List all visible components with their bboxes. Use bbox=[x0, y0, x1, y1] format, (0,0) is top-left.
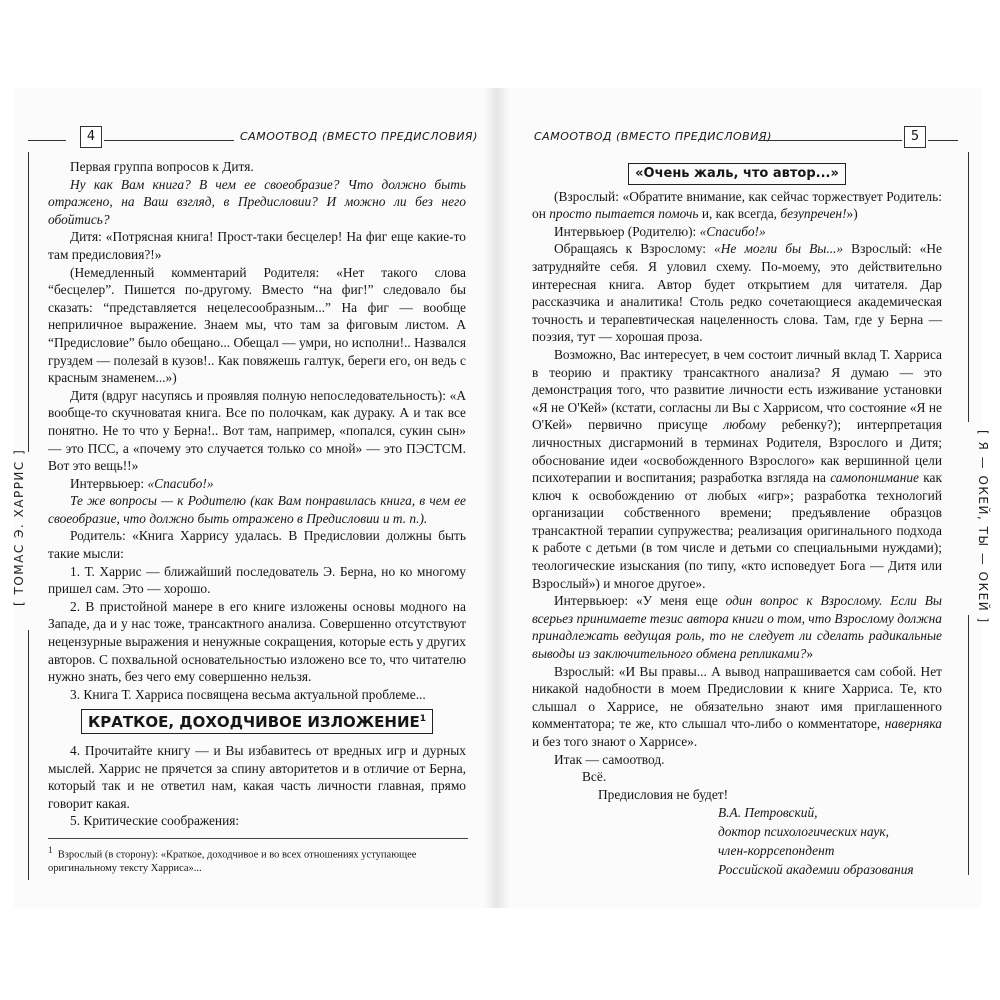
paragraph: (Немедленный комментарий Родителя: «Нет такого слова “бесцелер”. Пишется по-другому. Вместо “на фиг!” следовало бы сказать: “представляется нецелесообразным...” На фиг — вообще неприличное выражение. Знаем мы, что там за фиговым листом. А “Предисловие” было обещано... Обещал — умри, но исполни!.. Назвался груздем — полезай в кузов!.. Как повяжешь галтук, береги его, он ведь с красным знаменем...») bbox=[48, 264, 466, 386]
text-span: и, как всегда, bbox=[698, 206, 781, 222]
right-page-header bbox=[532, 130, 952, 150]
text-span: » bbox=[806, 646, 814, 662]
paragraph: 4. Прочитайте книгу — и Вы избавитесь от вредных игр и дурных мыслей. Харрис не прячется за спину авторитетов и в отличие от Берна, который так и не ответил нам, какая часть личности главная, прямо говорит какая. bbox=[48, 743, 466, 811]
signature-line: доктор психологических наук, bbox=[718, 824, 889, 840]
right-page-body bbox=[532, 160, 942, 879]
paragraph bbox=[532, 592, 942, 662]
footnote-ref: 1 bbox=[419, 714, 427, 725]
paragraph: Те же вопросы — к Родителю (как Вам понравилась книга, в чем ее своеобразие, что должно быть отражено в Предисловии и т. п.). bbox=[48, 493, 466, 526]
text-span: Интервьюер (Родителю): bbox=[554, 223, 700, 239]
right-page-number: 5 bbox=[904, 126, 926, 148]
text-span: ») bbox=[846, 206, 858, 222]
paragraph: Итак — самоотвод. bbox=[554, 751, 665, 767]
paragraph bbox=[532, 346, 942, 592]
text-span: «Не могли бы Вы...» bbox=[714, 241, 844, 257]
footnote-number: 1 bbox=[48, 844, 53, 855]
text-span: наверняка bbox=[884, 716, 942, 732]
text-span: самопонимание bbox=[830, 470, 919, 486]
paragraph bbox=[48, 475, 466, 493]
footnote-text: Взрослый (в сторону): «Краткое, доходчивое и во всех отношениях уступающее оригинальному тексту Харриса»... bbox=[48, 849, 417, 875]
paragraph: Дитя: «Потрясная книга! Прост-таки бесцелер! На фиг еще какие-то там предисловия?!» bbox=[48, 229, 466, 262]
text-span: и без того знают о Харрисе». bbox=[532, 734, 698, 749]
header-rule bbox=[758, 140, 902, 141]
footnote bbox=[48, 838, 468, 877]
boxed-heading-row bbox=[48, 709, 466, 734]
right-margin-rule bbox=[968, 152, 969, 422]
left-running-head: САМООТВОД (ВМЕСТО ПРЕДИСЛОВИЯ) bbox=[240, 130, 478, 143]
text-span: Обращаясь к Взрослому: bbox=[554, 241, 714, 257]
boxed-heading-text: КРАТКОЕ, ДОХОДЧИВОЕ ИЗЛОЖЕНИЕ bbox=[87, 713, 420, 732]
text-span: Возможно, Вас интересует, в чем состоит личный вклад Т. Харриса в теорию и практику трансактного анализа? Я думаю — это демонстрация того, что развитие личности есть изживание установки «Я не О'Кей» (кстати, согласны ли Вы с Харрисом, что состояние «Я не О'Кей» первично присуще bbox=[532, 346, 942, 433]
right-margin-rule bbox=[968, 615, 969, 875]
boxed-quote-row bbox=[532, 163, 942, 185]
signature-line: член-коррсепондент bbox=[718, 843, 835, 859]
right-side-tab: [ Я — ОКЕЙ, ТЫ — ОКЕЙ ] bbox=[976, 430, 990, 624]
paragraph-text: «Спасибо!» bbox=[147, 475, 214, 491]
paragraph: Предисловия не будет! bbox=[598, 786, 729, 802]
paragraph bbox=[532, 240, 942, 346]
paragraph bbox=[532, 188, 942, 223]
text-span: любому bbox=[723, 417, 766, 433]
paragraph-text: Интервьюер: bbox=[70, 475, 148, 491]
book-gutter bbox=[484, 88, 510, 908]
text-span: «Спасибо!» bbox=[699, 223, 766, 239]
text-span: ребенку?); интерпретация личностных дисгармоний в терминах Родителя, Взрослого и Дитя; обоснование идеи «освобожденного Взрослого» как вершинной цели психотерапии и воспитания; разработка взгляда на bbox=[532, 417, 942, 486]
text-span: (Взрослый: «Обратите внимание, как сейчас торжествует Родитель: он bbox=[532, 188, 942, 222]
paragraph: 2. В пристойной манере в его книге изложены основы модного на Западе, да и у нас тоже, трансактного анализа. Совершенно отсутствуют нецензурные выражения и ненужные сокращения, которые есть у других авторов. С похвальной основательностью изложено все то, что читателю нужно знать, без чего ему совершенно нельзя. bbox=[48, 598, 466, 685]
text-span: как ключ к освобождению от любых «игр»; разработка технологий организации собственного времени; предъявление образцов трансактной терапии супружества; реализация оригинального подхода к работе с детьми (в том числе и детьми со специальными нуждами); теологические изыскания (по типу, «кто исповедует Бога — Дитя или Взрослый») и многое другое». bbox=[532, 470, 942, 591]
signature-line: Российской академии образования bbox=[718, 862, 914, 878]
left-page-header bbox=[48, 129, 478, 150]
text-span: Взрослый: «И Вы правы... А вывод напрашивается сам собой. Нет никакой надобности в моем Предисловии к книге Харриса. Те, кто слышал о Харрисе, не обязательно знают имя приглашенного комментатора; те же, кто слышал что-либо о комментаторе, bbox=[532, 663, 942, 732]
header-rule bbox=[928, 140, 958, 141]
header-rule bbox=[28, 140, 66, 141]
paragraph: Ну как Вам книга? В чем ее своеобразие? Что должно быть отражено, на Ваш взгляд, в Предисловии? И можно ли без него обойтись? bbox=[48, 176, 466, 227]
signature-block bbox=[718, 803, 942, 879]
paragraph: Дитя (вдруг насупясь и проявляя полную непоследовательность): «А вообще-то скучноватая книга. Все по полочкам, как дураку. А и так все понятно. Не то что у Берна!.. Вот там, например, «попался, сукин сын» — это ПСС, а «почему это случается только со мной» — это ПЭСТСМ. Вот это вещь!!» bbox=[48, 387, 466, 474]
paragraph bbox=[532, 663, 942, 751]
left-page-number: 4 bbox=[80, 126, 102, 148]
paragraph: 1. Т. Харрис — ближайший последователь Э. Берна, но ко многому пришел сам. Это — хорошо. bbox=[48, 563, 466, 597]
paragraph: 3. Книга Т. Харриса посвящена весьма актуальной проблеме... bbox=[70, 686, 426, 702]
text-span: просто пытается помочь bbox=[549, 206, 699, 222]
signature-line: В.А. Петровский, bbox=[718, 805, 818, 821]
text-span: безупречен! bbox=[780, 206, 847, 222]
left-side-tab: [ ТОМАС Э. ХАРРИС ] bbox=[12, 448, 26, 606]
text-span: Взрослый: «Не затрудняйте себя. Я уловил схему. По-моему, это действительно интересная книга. Автор будет открытием для читателя. Дар рассказчика и аналитика! Столь редко сочетающиеся академическая точность и терапевтическая нацеленность слова. Там, где у Берна — поэзия, тут — хорошая проза. bbox=[532, 241, 942, 345]
text-span: один вопрос к Взрослому. Если Вы всерьез принимаете тезис автора книги о том, что Взрослому должна принадлежать ведущая роль, то не следует ли сделать радикальные выводы из заключительного обмена репликами? bbox=[532, 593, 942, 662]
paragraph: Родитель: «Книга Харрису удалась. В Предисловии должны быть такие мысли: bbox=[48, 528, 466, 562]
left-page-body bbox=[48, 158, 466, 876]
header-rule bbox=[104, 140, 234, 141]
paragraph: Всё. bbox=[582, 769, 607, 785]
boxed-quote: «Очень жаль, что автор...» bbox=[628, 163, 846, 185]
paragraph: 5. Критические соображения: bbox=[70, 813, 240, 829]
paragraph bbox=[532, 223, 942, 241]
paragraph: Первая группа вопросов к Дитя. bbox=[70, 159, 254, 174]
boxed-heading bbox=[81, 709, 433, 734]
left-margin-rule bbox=[28, 152, 29, 452]
right-running-head: САМООТВОД (ВМЕСТО ПРЕДИСЛОВИЯ) bbox=[534, 130, 772, 143]
text-span: Интервьюер: «У меня еще bbox=[554, 593, 726, 609]
left-margin-rule bbox=[28, 630, 29, 880]
